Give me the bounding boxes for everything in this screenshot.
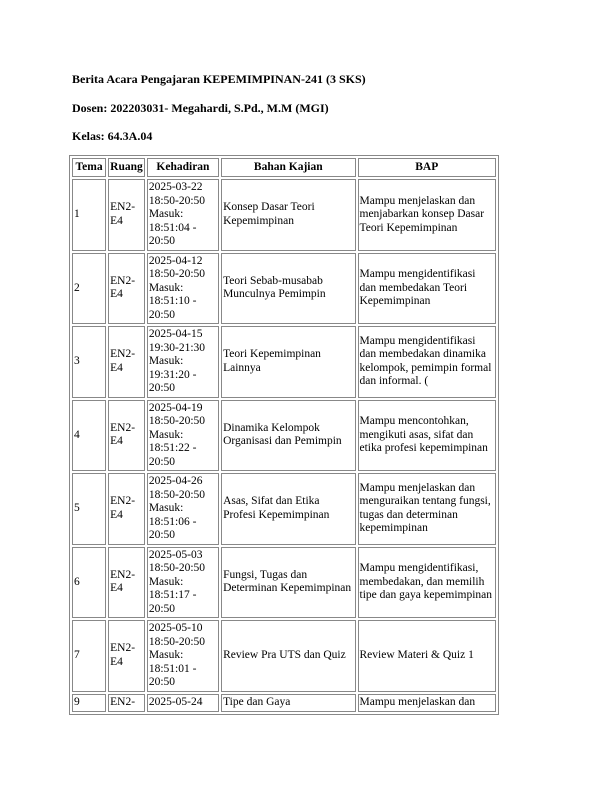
cell-ruang: EN2-E4 bbox=[108, 400, 145, 472]
kehadiran-checkout: 20:50 bbox=[148, 602, 176, 615]
table-row bbox=[72, 620, 496, 692]
kehadiran-checkin: 19:31:20 - bbox=[148, 368, 197, 381]
kehadiran-schedule: 19:30-21:30 bbox=[148, 341, 206, 354]
cell-kehadiran: 2025-05-24 bbox=[147, 694, 219, 712]
cell-kehadiran bbox=[147, 179, 219, 251]
cell-bahan-kajian: Dinamika Kelompok Organisasi dan Pemimpin bbox=[221, 400, 355, 472]
kehadiran-label: Masuk: bbox=[148, 355, 184, 367]
kehadiran-checkin: 18:51:22 - bbox=[148, 442, 197, 454]
kehadiran-checkout: 20:50 bbox=[148, 676, 176, 688]
table-row bbox=[72, 179, 496, 251]
kehadiran-checkin: 18:51:17 - bbox=[148, 589, 197, 601]
kehadiran-date: 2025-04-12 bbox=[148, 254, 203, 267]
cell-bap: Mampu menjelaskan dan menjabarkan konsep Dasar Teori Kepemimpinan bbox=[358, 179, 497, 251]
kehadiran-schedule: 18:50-20:50 bbox=[148, 194, 206, 207]
cell-bahan-kajian: Fungsi, Tugas dan Determinan Kepemimpinan bbox=[221, 547, 355, 619]
cell-tema: 5 bbox=[72, 473, 106, 545]
lecturer-line: Dosen: 202203031- Megahardi, S.Pd., M.M (MGI) bbox=[72, 101, 329, 115]
col-header-bap: BAP bbox=[358, 158, 497, 177]
kehadiran-checkin: 18:51:10 - bbox=[148, 295, 197, 307]
cell-ruang: EN2-E4 bbox=[108, 326, 145, 398]
kehadiran-checkout: 20:50 bbox=[148, 382, 176, 394]
table-body bbox=[72, 179, 496, 712]
cell-bap: Mampu mengidentifikasi dan membedakan Teori Kepemimpinan bbox=[358, 253, 497, 325]
cell-tema: 6 bbox=[72, 547, 106, 619]
cell-ruang: EN2-E4 bbox=[108, 253, 145, 325]
table-row bbox=[72, 400, 496, 472]
kehadiran-label: Masuk: bbox=[148, 428, 184, 441]
kehadiran-checkout: 20:50 bbox=[148, 308, 176, 321]
kehadiran-date: 2025-04-26 bbox=[148, 475, 203, 487]
cell-ruang: EN2-E4 bbox=[108, 473, 145, 545]
kehadiran-checkout: 20:50 bbox=[148, 455, 176, 468]
cell-kehadiran bbox=[147, 473, 219, 545]
cell-bap: Mampu mengidentifikasi, membedakan, dan memilih tipe dan gaya kepemimpinan bbox=[358, 547, 497, 619]
cell-bahan-kajian: Asas, Sifat dan Etika Profesi Kepemimpinan bbox=[221, 473, 355, 545]
kehadiran-schedule: 18:50-20:50 bbox=[148, 635, 206, 648]
cell-ruang: EN2- bbox=[108, 694, 145, 712]
cell-bahan-kajian: Review Pra UTS dan Quiz bbox=[221, 620, 355, 692]
cell-tema: 1 bbox=[72, 179, 106, 251]
cell-tema: 4 bbox=[72, 400, 106, 472]
col-header-kehadiran: Kehadiran bbox=[147, 158, 219, 177]
cell-bap: Mampu mencontohkan, mengikuti asas, sifat dan etika profesi kepemimpinan bbox=[358, 400, 497, 472]
cell-bap: Mampu menjelaskan dan menguraikan tentang fungsi, tugas dan determinan kepemimpinan bbox=[358, 473, 497, 545]
table-row-partial bbox=[72, 694, 496, 712]
kehadiran-checkin: 18:51:04 - bbox=[148, 221, 197, 234]
kehadiran-date: 2025-05-10 bbox=[148, 622, 203, 634]
kehadiran-label: Masuk: bbox=[148, 649, 184, 661]
cell-ruang: EN2-E4 bbox=[108, 179, 145, 251]
kehadiran-label: Masuk: bbox=[148, 281, 184, 294]
kehadiran-schedule: 18:50-20:50 bbox=[148, 268, 206, 280]
kehadiran-date: 2025-04-15 bbox=[148, 328, 203, 340]
cell-bap: Mampu mengidentifikasi dan membedakan dinamika kelompok, pemimpin formal dan informal. ( bbox=[358, 326, 497, 398]
cell-tema: 7 bbox=[72, 620, 106, 692]
kehadiran-schedule: 18:50-20:50 bbox=[148, 415, 206, 427]
col-header-ruang: Ruang bbox=[108, 158, 145, 177]
cell-ruang: EN2-E4 bbox=[108, 547, 145, 619]
kehadiran-label: Masuk: bbox=[148, 502, 184, 514]
bap-table bbox=[69, 155, 499, 715]
cell-bap: Mampu menjelaskan dan bbox=[358, 694, 497, 712]
cell-tema: 9 bbox=[72, 694, 106, 712]
col-header-tema: Tema bbox=[72, 158, 106, 177]
kehadiran-date: 2025-04-19 bbox=[148, 401, 203, 414]
cell-kehadiran bbox=[147, 253, 219, 325]
cell-kehadiran bbox=[147, 326, 219, 398]
table-header-row bbox=[72, 158, 496, 177]
table-row bbox=[72, 326, 496, 398]
cell-bap: Review Materi & Quiz 1 bbox=[358, 620, 497, 692]
class-line: Kelas: 64.3A.04 bbox=[72, 129, 153, 143]
cell-tema: 2 bbox=[72, 253, 106, 325]
kehadiran-schedule: 18:50-20:50 bbox=[148, 562, 206, 574]
kehadiran-label: Masuk: bbox=[148, 575, 184, 588]
document-title: Berita Acara Pengajaran KEPEMIMPINAN-241 (3 SKS) bbox=[72, 72, 366, 86]
cell-kehadiran bbox=[147, 547, 219, 619]
kehadiran-checkin: 18:51:01 - bbox=[148, 662, 197, 675]
table-row bbox=[72, 253, 496, 325]
kehadiran-date: 2025-03-22 bbox=[148, 181, 203, 193]
cell-bahan-kajian: Teori Kepemimpinan Lainnya bbox=[221, 326, 355, 398]
kehadiran-label: Masuk: bbox=[148, 208, 184, 220]
kehadiran-date: 2025-05-03 bbox=[148, 548, 203, 561]
cell-tema: 3 bbox=[72, 326, 106, 398]
cell-kehadiran bbox=[147, 400, 219, 472]
table-row bbox=[72, 547, 496, 619]
kehadiran-checkout: 20:50 bbox=[148, 529, 176, 541]
kehadiran-checkin: 18:51:06 - bbox=[148, 515, 197, 528]
kehadiran-checkout: 20:50 bbox=[148, 235, 176, 247]
col-header-bahan-kajian: Bahan Kajian bbox=[221, 158, 355, 177]
cell-kehadiran bbox=[147, 620, 219, 692]
cell-bahan-kajian: Konsep Dasar Teori Kepemimpinan bbox=[221, 179, 355, 251]
cell-bahan-kajian: Teori Sebab-musabab Munculnya Pemimpin bbox=[221, 253, 355, 325]
cell-ruang: EN2-E4 bbox=[108, 620, 145, 692]
cell-bahan-kajian: Tipe dan Gaya bbox=[221, 694, 355, 712]
kehadiran-schedule: 18:50-20:50 bbox=[148, 488, 206, 501]
table-row bbox=[72, 473, 496, 545]
